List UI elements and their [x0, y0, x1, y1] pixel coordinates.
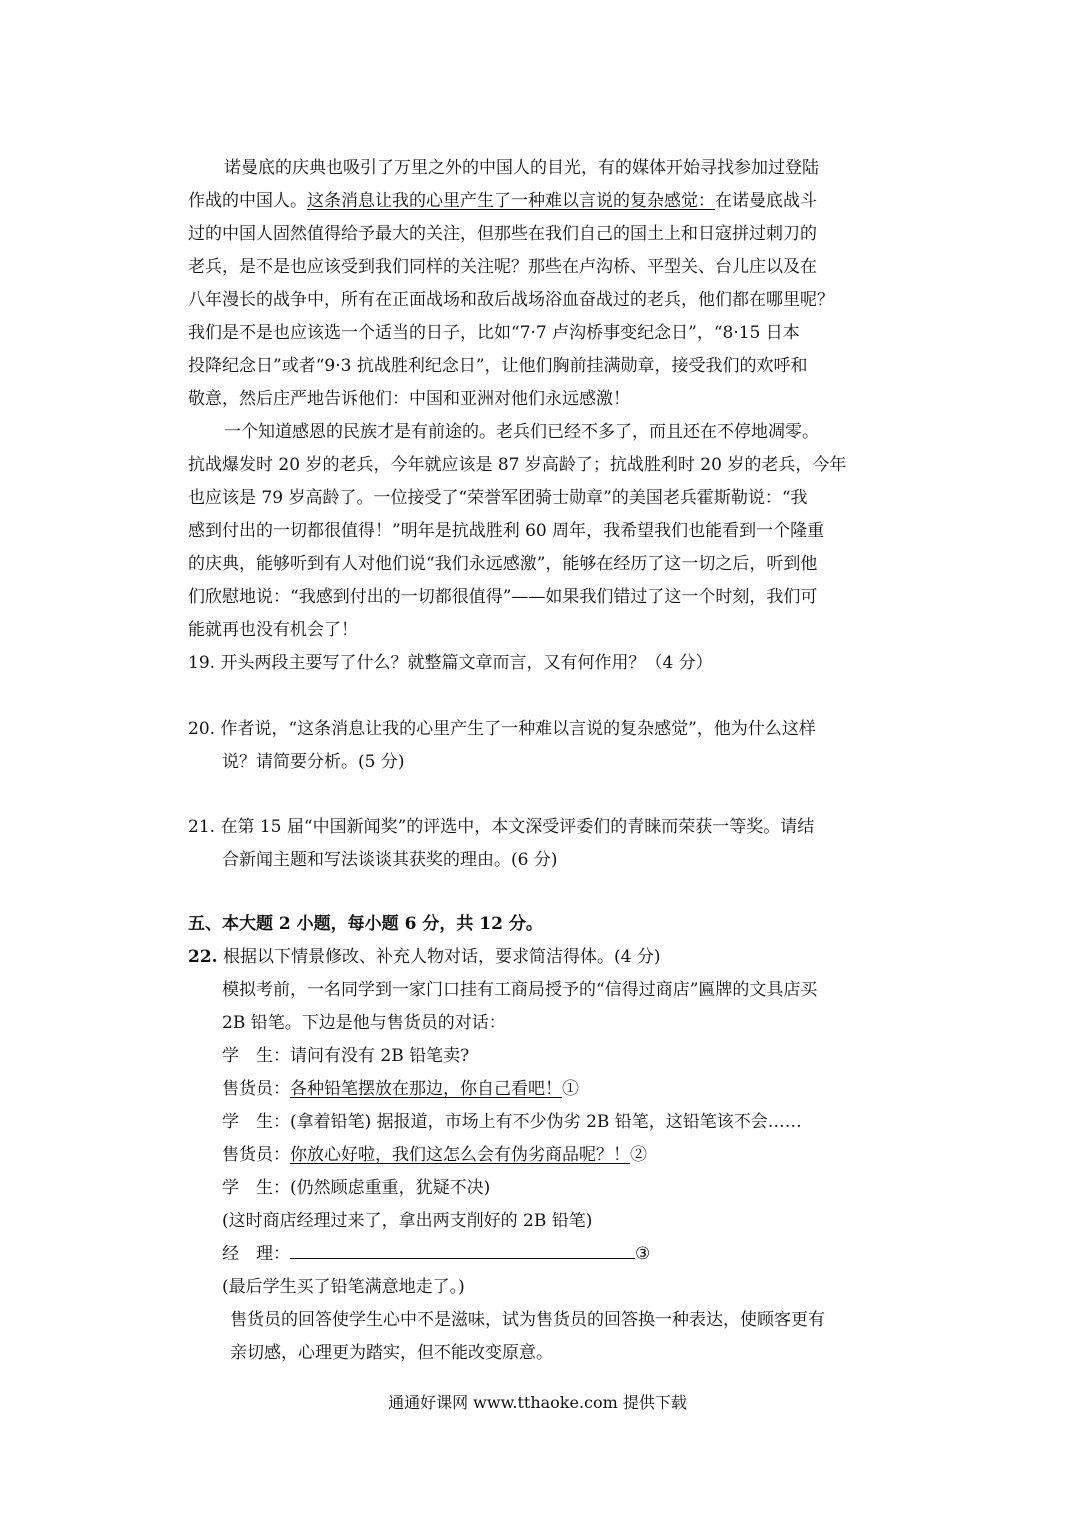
passage-line: 诺曼底的庆典也吸引了万里之外的中国人的目光，有的媒体开始寻找参加过登陆 [224, 158, 819, 178]
passage-line: 投降纪念日”或者“9·3 抗战胜利纪念日”，让他们胸前挂满勋章，接受我们的欢呼和 [188, 356, 808, 376]
answer-blank[interactable] [290, 1244, 635, 1259]
passage-line: 们欣慰地说：“我感到付出的一切都很值得”——如果我们错过了这一个时刻，我们可 [188, 587, 818, 607]
dialogue-line [222, 1079, 922, 1099]
underlined-reply: 各种铅笔摆放在那边，你自己看吧！ [290, 1079, 562, 1099]
speaker: 经 理： [222, 1244, 290, 1264]
question-19: 19. 开头两段主要写了什么？就整篇文章而言，又有何作用？（4 分） [188, 653, 713, 673]
stage-direction: (这时商店经理过来了，拿出两支削好的 2B 铅笔) [222, 1211, 593, 1231]
passage-text: 作战的中国人。 [188, 191, 307, 211]
dialogue-text: 请问有没有 2B 铅笔卖? [290, 1046, 470, 1066]
passage-line [188, 191, 888, 211]
question-22-text: 根据以下情景修改、补充人物对话，要求简洁得体。(4 分) [222, 947, 661, 967]
speaker: 学 生： [222, 1178, 290, 1198]
question-20-cont: 说？请简要分析。(5 分) [222, 752, 405, 772]
circled-marker: ② [630, 1145, 647, 1165]
question-number: 22. [188, 947, 218, 967]
scenario-line: 2B 铅笔。下边是他与售货员的对话： [222, 1013, 506, 1033]
passage-line: 敬意，然后庄严地告诉他们：中国和亚洲对他们永远感激！ [188, 389, 630, 409]
speaker: 售货员： [222, 1079, 290, 1099]
page-footer: 通通好课网 www.tthaoke.com 提供下载 [388, 1393, 687, 1412]
dialogue-line [222, 1244, 922, 1264]
question-20: 20. 作者说，“这条消息让我的心里产生了一种难以言说的复杂感觉”，他为什么这样 [188, 719, 816, 739]
circled-marker: ③ [635, 1244, 651, 1264]
dialogue-line [222, 1046, 922, 1066]
passage-line: 一个知道感恩的民族才是有前途的。老兵们已经不多了，而且还在不停地凋零。 [224, 422, 819, 442]
dialogue-text: (拿着铅笔) 据报道，市场上有不少伪劣 2B 铅笔，这铅笔该不会…… [290, 1112, 802, 1132]
circled-marker: ① [562, 1079, 579, 1099]
speaker: 学 生： [222, 1112, 290, 1132]
passage-line: 我们是不是也应该选一个适当的日子，比如“7·7 卢沟桥事变纪念日”，“8·15 日本 [188, 323, 800, 343]
question-21-cont: 合新闻主题和写法谈谈其获奖的理由。(6 分) [222, 850, 558, 870]
underlined-reply: 你放心好啦，我们这怎么会有伪劣商品呢？！ [290, 1145, 630, 1165]
section-heading: 五、本大题 2 小题，每小题 6 分，共 12 分。 [188, 914, 543, 934]
passage-line: 过的中国人固然值得给予最大的关注，但那些在我们自己的国土上和日寇拼过刺刀的 [188, 224, 817, 244]
dialogue-line [222, 1145, 922, 1165]
passage-line: 老兵，是不是也应该受到我们同样的关注呢？那些在卢沟桥、平型关、台儿庄以及在 [188, 257, 817, 277]
task-line: 售货员的回答使学生心中不是滋味，试为售货员的回答换一种表达，使顾客更有 [230, 1310, 825, 1330]
passage-line: 感到付出的一切都很值得！”明年是抗战胜利 60 周年，我希望我们也能看到一个隆重 [188, 521, 825, 541]
passage-line: 能就再也没有机会了！ [188, 620, 358, 640]
stage-direction: (最后学生买了铅笔满意地走了。) [222, 1277, 465, 1297]
dialogue-line [222, 1178, 922, 1198]
passage-text: 在诺曼底战斗 [715, 191, 817, 211]
question-22 [188, 947, 888, 967]
underlined-sentence: 这条消息让我的心里产生了一种难以言说的复杂感觉： [307, 191, 715, 211]
passage-line: 的庆典，能够听到有人对他们说“我们永远感激”，能够在经历了这一切之后，听到他 [188, 554, 818, 574]
task-line: 亲切感，心理更为踏实，但不能改变原意。 [230, 1343, 553, 1363]
scenario-line: 模拟考前，一名同学到一家门口挂有工商局授予的“信得过商店”匾牌的文具店买 [222, 980, 818, 1000]
passage-line: 也应该是 79 岁高龄了。一位接受了“荣誉军团骑士勋章”的美国老兵霍斯勒说：“我 [188, 488, 808, 508]
passage-line: 抗战爆发时 20 岁的老兵，今年就应该是 87 岁高龄了；抗战胜利时 20 岁的老兵，今年 [188, 455, 847, 475]
dialogue-text: (仍然顾虑重重，犹疑不决) [290, 1178, 491, 1198]
speaker: 学 生： [222, 1046, 290, 1066]
question-21: 21. 在第 15 届“中国新闻奖”的评选中，本文深受评委们的青睐而荣获一等奖。请结 [188, 817, 815, 837]
passage-line: 八年漫长的战争中，所有在正面战场和敌后战场浴血奋战过的老兵，他们都在哪里呢？ [188, 290, 834, 310]
dialogue-line [222, 1112, 922, 1132]
speaker: 售货员： [222, 1145, 290, 1165]
